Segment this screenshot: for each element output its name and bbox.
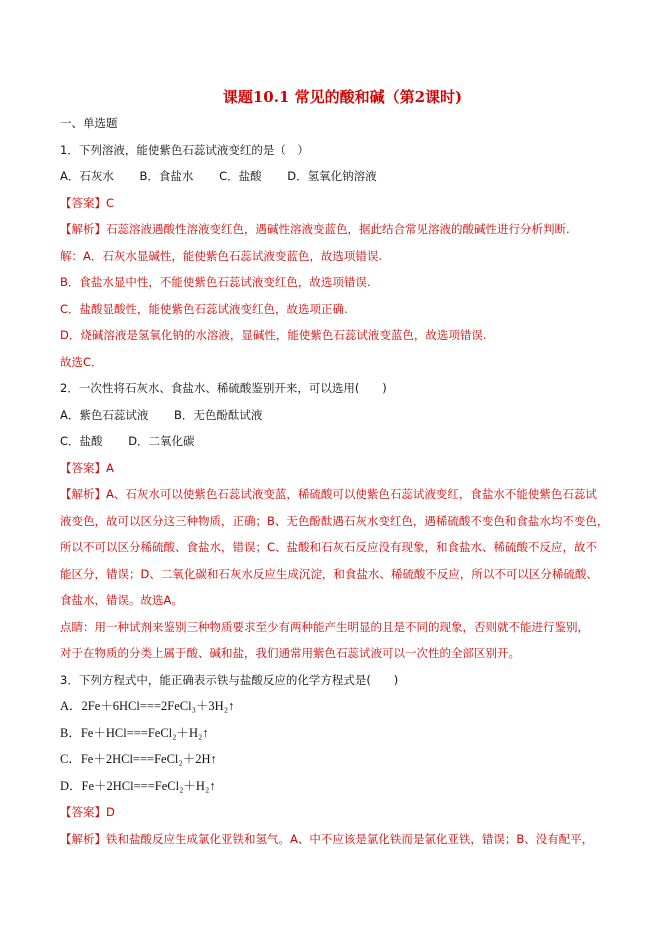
question-1-options	[60, 163, 605, 190]
option-d: D．氢氧化钠溶液	[287, 169, 377, 183]
question-2-options-row1	[60, 402, 605, 429]
tip-line: 点睛：用一种试剂来鉴别三种物质要求至少有两种能产生明显的且是不同的现象，否则就不能进行鉴别，	[60, 619, 589, 634]
option-a: A．2Fe＋6HCl===2FeCl₃＋3H₂↑	[60, 699, 235, 713]
question-3-answer: 【答案】D	[60, 805, 115, 819]
analysis-line: 【解析】A、石灰水可以使紫色石蕊试液变蓝，稀硫酸可以使紫色石蕊试液变红，食盐水不能使紫色石蕊试	[60, 487, 597, 501]
option-b: B．Fe＋HCl===FeCl₂＋H₂↑	[60, 725, 209, 740]
question-1-answer: 【答案】C	[60, 195, 115, 210]
question-1-stem: 1．下列溶液，能使紫色石蕊试液变红的是（ ）	[60, 142, 309, 157]
option-d: D．二氧化碳	[128, 434, 195, 448]
analysis-line: B．食盐水显中性，不能使紫色石蕊试液变红色，故选项错误.	[60, 275, 371, 289]
analysis-line: 解：A．石灰水显碱性，能使紫色石蕊试液变蓝色，故选项错误.	[60, 248, 383, 263]
option-c: C．Fe＋2HCl===FeCl₂＋2H↑	[60, 752, 217, 766]
analysis-line: 能区分，错误；D、二氧化碳和石灰水反应生成沉淀，和食盐水、稀硫酸不反应，所以不可以区分稀硫酸、	[60, 566, 598, 581]
option-a: A．紫色石蕊试液	[60, 407, 149, 422]
question-2-answer: 【答案】A	[60, 460, 114, 475]
option-c: C．盐酸	[60, 434, 103, 448]
question-3-stem: 3．下列方程式中，能正确表示铁与盐酸反应的化学方程式是( )	[60, 672, 399, 687]
question-2-stem: 2．一次性将石灰水、食盐水、稀硫酸鉴别开来，可以选用( )	[60, 381, 387, 395]
analysis-line: C．盐酸显酸性，能使紫色石蕊试液变红色，故选项正确.	[60, 301, 348, 316]
analysis-line: 【解析】铁和盐酸反应生成氯化亚铁和氢气。A、中不应该是氯化铁而是氯化亚铁，错误；B、没有配平，	[60, 831, 594, 846]
question-2-options-row2	[60, 428, 605, 455]
analysis-line: D．烧碱溶液是氢氧化钠的水溶液，显碱性，能使紫色石蕊试液变蓝色，故选项错误.	[60, 328, 487, 342]
page-title: 课题10.1 常见的酸和碱（第2课时)	[222, 88, 463, 106]
analysis-line: 【解析】石蕊溶液遇酸性溶液变红色，遇碱性溶液变蓝色，据此结合常见溶液的酸碱性进行分析判断.	[60, 222, 570, 236]
option-b: B．食盐水	[139, 169, 194, 183]
document-page	[60, 84, 609, 852]
analysis-line: 食盐水，错误。故选A。	[60, 593, 183, 607]
section-heading: 一、单选题	[60, 116, 118, 130]
option-a: A．石灰水	[60, 169, 114, 183]
option-b: B．无色酚酞试液	[174, 407, 263, 422]
analysis-line: 液变色，故可以区分这三种物质，正确；B、无色酚酞遇石灰水变红色，遇稀硫酸不变色和食盐水均不变色，	[60, 513, 609, 528]
analysis-line: 所以不可以区分稀硫酸、食盐水，错误；C、盐酸和石灰石反应没有现象，和食盐水、稀硫酸不反应，故不	[60, 540, 598, 554]
tip-line: 对于在物质的分类上属于酸、碱和盐，我们通常用紫色石蕊试液可以一次性的全部区别开。	[60, 646, 520, 660]
option-c: C．盐酸	[219, 169, 262, 183]
analysis-line: 故选C．	[60, 354, 103, 369]
option-d: D．Fe＋2HCl===FeCl₂＋H₂↑	[60, 778, 216, 793]
